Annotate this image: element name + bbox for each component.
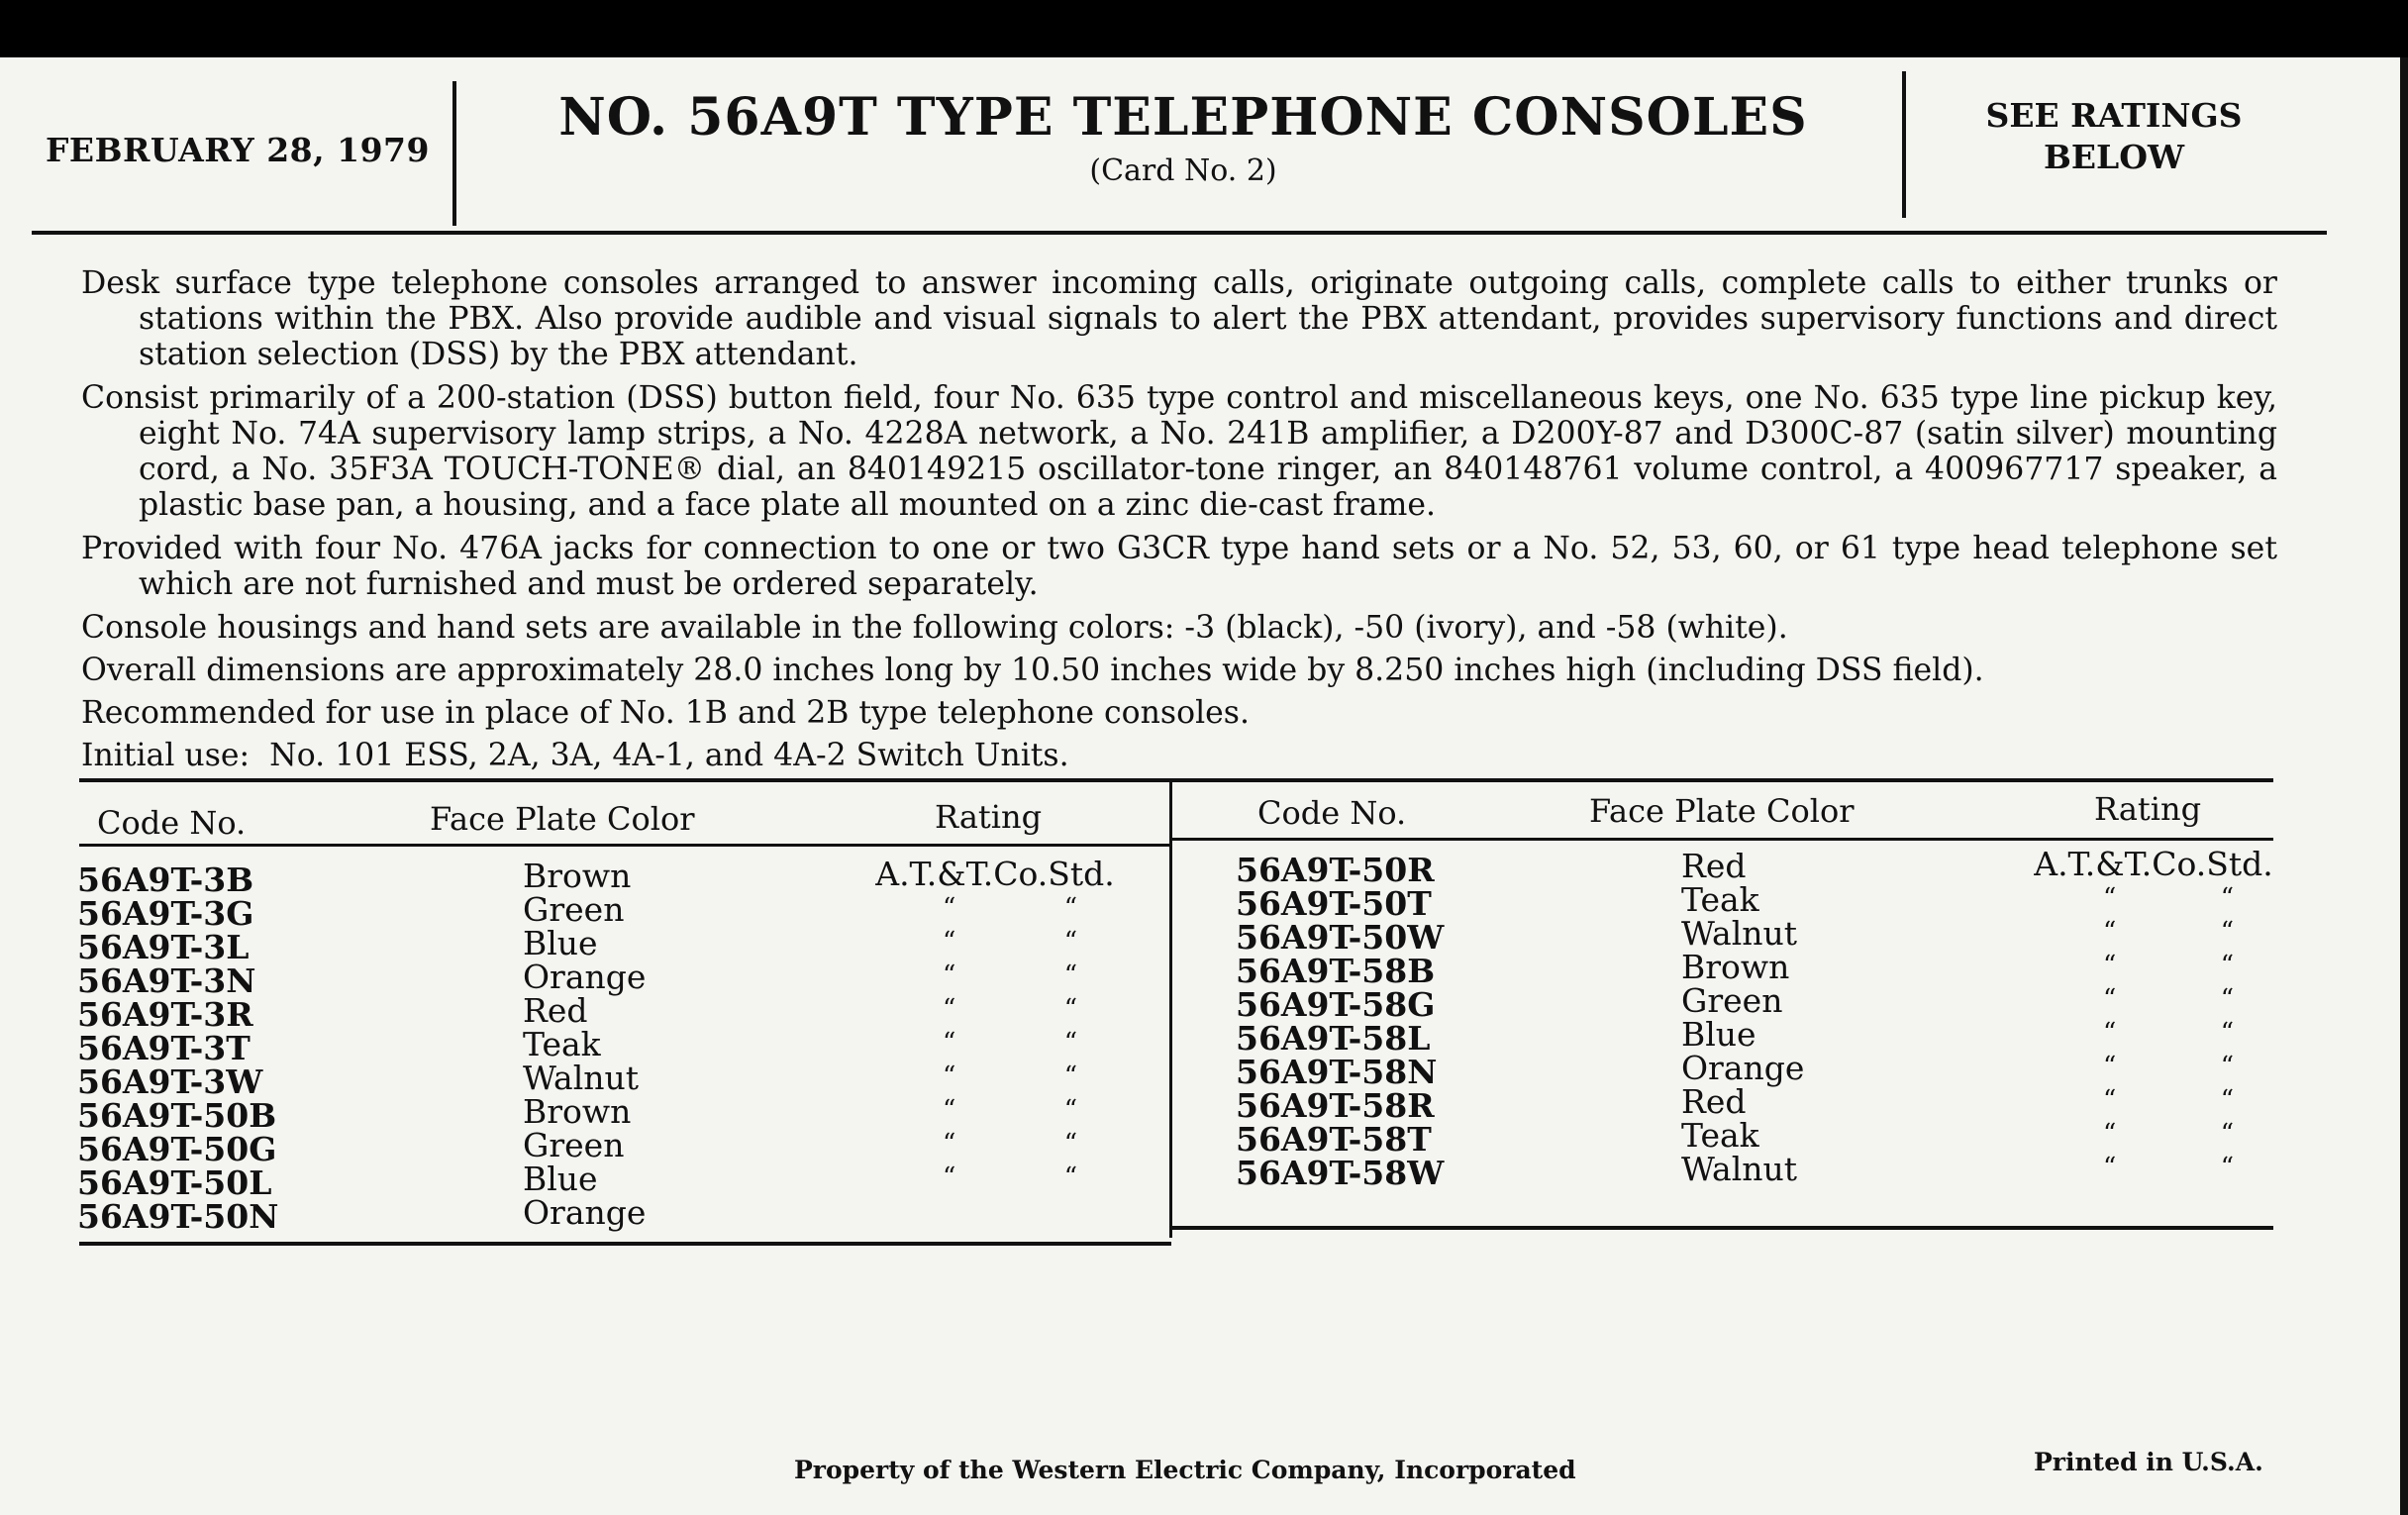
- table-rating: [863, 1161, 1127, 1194]
- ditto-mark: “: [2103, 1018, 2117, 1048]
- table-code: 56A9T-58W: [1236, 1154, 1445, 1192]
- table-color: Red: [1681, 847, 1747, 885]
- ditto-mark: “: [2103, 984, 2117, 1014]
- header-rating-left: Rating: [935, 798, 1043, 836]
- table-rating: [863, 1093, 1127, 1127]
- table-color: Teak: [1681, 880, 1759, 919]
- table-color: Green: [523, 890, 625, 929]
- property-notice: Property of the Western Electric Company, Incorporated: [794, 1456, 1576, 1484]
- table-color: Orange: [523, 1193, 647, 1232]
- table-code: 56A9T-50N: [77, 1197, 279, 1236]
- ditto-mark: “: [943, 960, 956, 990]
- table-color: Walnut: [523, 1059, 640, 1097]
- ditto-mark: “: [2103, 1153, 2117, 1182]
- table-code: 56A9T-50R: [1236, 851, 1435, 889]
- table-rating: [2024, 915, 2283, 949]
- ditto-mark: “: [943, 1095, 956, 1125]
- table-header-rule-right: [1171, 838, 2273, 841]
- ditto-mark: “: [943, 1061, 956, 1091]
- table-rating: [863, 1127, 1127, 1161]
- date: FEBRUARY 28, 1979: [46, 131, 430, 169]
- table-color: Brown: [523, 857, 632, 895]
- paragraph-colors: Console housings and hand sets are available in the following colors: -3 (black), -50 (ivory), and -58 (white).: [81, 610, 1788, 646]
- ditto-mark: “: [943, 1129, 956, 1159]
- table-code: 56A9T-50T: [1236, 884, 1432, 923]
- table-rating: [863, 1026, 1127, 1060]
- table-color: Green: [1681, 981, 1783, 1020]
- ditto-mark: “: [1063, 1162, 1077, 1192]
- ditto-mark: “: [1063, 927, 1077, 957]
- paragraph-recommended: Recommended for use in place of No. 1B and 2B type telephone consoles.: [81, 695, 1250, 731]
- colors-right: [1681, 847, 1805, 1188]
- table-code: 56A9T-58G: [1236, 985, 1436, 1024]
- table-color: Walnut: [1681, 914, 1798, 953]
- ratings-note-line1: SEE RATINGS: [1985, 96, 2243, 135]
- table-color: Brown: [523, 1092, 632, 1131]
- table-code: 56A9T-50B: [77, 1096, 277, 1135]
- table-code: 56A9T-3G: [77, 894, 254, 933]
- table-rating: [863, 891, 1127, 925]
- table-bottom-rule-left: [79, 1242, 1171, 1246]
- ratings-left: [863, 855, 1127, 1194]
- ditto-mark: “: [2220, 1153, 2234, 1182]
- table-code: 56A9T-3L: [77, 928, 250, 966]
- codes-right: [1236, 851, 1445, 1192]
- header-code-left: Code No.: [97, 804, 247, 842]
- table-color: Red: [523, 991, 588, 1030]
- ditto-mark: “: [1063, 1061, 1077, 1091]
- ditto-mark: “: [1063, 960, 1077, 990]
- table-code: 56A9T-3R: [77, 995, 253, 1034]
- ditto-mark: “: [2103, 951, 2117, 980]
- header-code-right: Code No.: [1257, 794, 1407, 832]
- table-rating: [863, 1060, 1127, 1093]
- ditto-mark: “: [2103, 1052, 2117, 1081]
- header-rule: [32, 231, 2327, 235]
- table-rating: [2024, 1016, 2283, 1050]
- table-code: 56A9T-58B: [1236, 952, 1436, 990]
- paragraph-components: Consist primarily of a 200-station (DSS) button field, four No. 635 type control and miscellaneous keys, one No. 635 type line pickup key, eight No. 74A supervisory lamp strips, a No. 4228A network, a No. 241B amplifier, a D200Y-87 and D300C-87 (satin silver) mounting cord, a No. 35F3A TOUCH-TONE® dial, an 840149215 oscillator-tone ringer, an 840148761 volume control, a 400967717 speaker, a plastic base pan, a housing, and a face plate all mounted on a zinc die-cast frame.: [81, 380, 2277, 523]
- header-divider-right: [1902, 71, 1906, 218]
- table-rating: [2024, 982, 2283, 1016]
- table-bottom-rule-right: [1171, 1226, 2273, 1230]
- header-rating-right: Rating: [2094, 790, 2202, 828]
- table-code: 56A9T-50L: [77, 1163, 272, 1202]
- table-code: 56A9T-50W: [1236, 918, 1445, 957]
- table-rating: [863, 992, 1127, 1026]
- table-code: 56A9T-58T: [1236, 1120, 1432, 1159]
- ratings-note-line2: BELOW: [2043, 138, 2185, 176]
- table-rating: [863, 925, 1127, 959]
- ditto-mark: “: [943, 1028, 956, 1058]
- card-number: (Card No. 2): [1089, 153, 1277, 188]
- table-color: Teak: [523, 1025, 601, 1063]
- table-color: Brown: [1681, 948, 1790, 986]
- table-color: Red: [1681, 1082, 1747, 1121]
- ditto-mark: “: [1063, 994, 1077, 1024]
- table-color: Orange: [523, 958, 647, 996]
- header-color-right: Face Plate Color: [1589, 792, 1855, 830]
- table-rating: [2024, 1117, 2283, 1151]
- ditto-mark: “: [1063, 1129, 1077, 1159]
- ditto-mark: “: [943, 1162, 956, 1192]
- description: [81, 265, 2277, 780]
- table-color: Orange: [1681, 1049, 1805, 1087]
- ditto-mark: “: [2220, 1052, 2234, 1081]
- ditto-mark: “: [943, 893, 956, 923]
- table-rating: [2024, 881, 2283, 915]
- table-code: 56A9T-3N: [77, 961, 256, 1000]
- header-divider-left: [452, 81, 456, 226]
- ditto-mark: “: [2220, 951, 2234, 980]
- ditto-mark: “: [2103, 1119, 2117, 1149]
- header-color-left: Face Plate Color: [430, 800, 695, 838]
- table-rating: A.T.&T.Co.Std.: [875, 855, 1115, 893]
- ditto-mark: “: [2220, 1119, 2234, 1149]
- ditto-mark: “: [2103, 1085, 2117, 1115]
- page-title: NO. 56A9T TYPE TELEPHONE CONSOLES: [558, 87, 1808, 148]
- ditto-mark: “: [2220, 883, 2234, 913]
- table-rating: [2024, 1083, 2283, 1117]
- ditto-mark: “: [943, 994, 956, 1024]
- table-color: Blue: [1681, 1015, 1756, 1054]
- ditto-mark: “: [1063, 1095, 1077, 1125]
- table-top-rule: [79, 778, 2273, 782]
- ditto-mark: “: [2220, 984, 2234, 1014]
- table-color: Teak: [1681, 1116, 1759, 1155]
- ratings-right: [2024, 845, 2283, 1184]
- table-code: 56A9T-58R: [1236, 1086, 1435, 1125]
- table-code: 56A9T-58L: [1236, 1019, 1431, 1058]
- table-code: 56A9T-3B: [77, 860, 254, 899]
- ditto-mark: “: [2103, 883, 2117, 913]
- paragraph-description: Desk surface type telephone consoles arranged to answer incoming calls, originate outgoing calls, complete calls to either trunks or stations within the PBX. Also provide audible and visual signals to alert the PBX attendant, provides supervisory functions and direct station selection (DSS) by the PBX attendant.: [81, 265, 2277, 372]
- table-rating: [2024, 1151, 2283, 1184]
- table-code: 56A9T-58N: [1236, 1053, 1438, 1091]
- ditto-mark: “: [1063, 1028, 1077, 1058]
- ditto-mark: “: [2220, 1085, 2234, 1115]
- table-code: 56A9T-50G: [77, 1130, 277, 1168]
- ditto-mark: “: [1063, 893, 1077, 923]
- table-color: Blue: [523, 924, 598, 962]
- card-edge: [2400, 57, 2408, 1515]
- table-code: 56A9T-3T: [77, 1029, 251, 1067]
- table-color: Walnut: [1681, 1150, 1798, 1188]
- ratings-note: [1916, 95, 2312, 178]
- printed-notice: Printed in U.S.A.: [2034, 1448, 2263, 1476]
- table-rating: [863, 959, 1127, 992]
- table-rating: [2024, 1050, 2283, 1083]
- table-rating: A.T.&T.Co.Std.: [2034, 845, 2273, 883]
- ditto-mark: “: [2103, 917, 2117, 947]
- table-header-rule-left: [79, 844, 1171, 847]
- ditto-mark: “: [2220, 917, 2234, 947]
- codes-left: [77, 860, 279, 1236]
- table-code: 56A9T-3W: [77, 1062, 263, 1101]
- ditto-mark: “: [2220, 1018, 2234, 1048]
- paragraph-jacks: Provided with four No. 476A jacks for connection to one or two G3CR type hand sets or a No. 52, 53, 60, or 61 type head telephone set which are not furnished and must be ordered separately.: [81, 531, 2277, 602]
- colors-left: [523, 859, 646, 1230]
- ditto-mark: “: [943, 927, 956, 957]
- table-color: Green: [523, 1126, 625, 1164]
- paragraph-initial-use: Initial use: No. 101 ESS, 2A, 3A, 4A-1, and 4A-2 Switch Units.: [81, 738, 1069, 773]
- paragraph-dimensions: Overall dimensions are approximately 28.0 inches long by 10.50 inches wide by 8.250 inches high (including DSS field).: [81, 653, 1984, 688]
- table-center-divider: [1169, 782, 1172, 1238]
- table-rating: [2024, 949, 2283, 982]
- table-color: Blue: [523, 1160, 598, 1198]
